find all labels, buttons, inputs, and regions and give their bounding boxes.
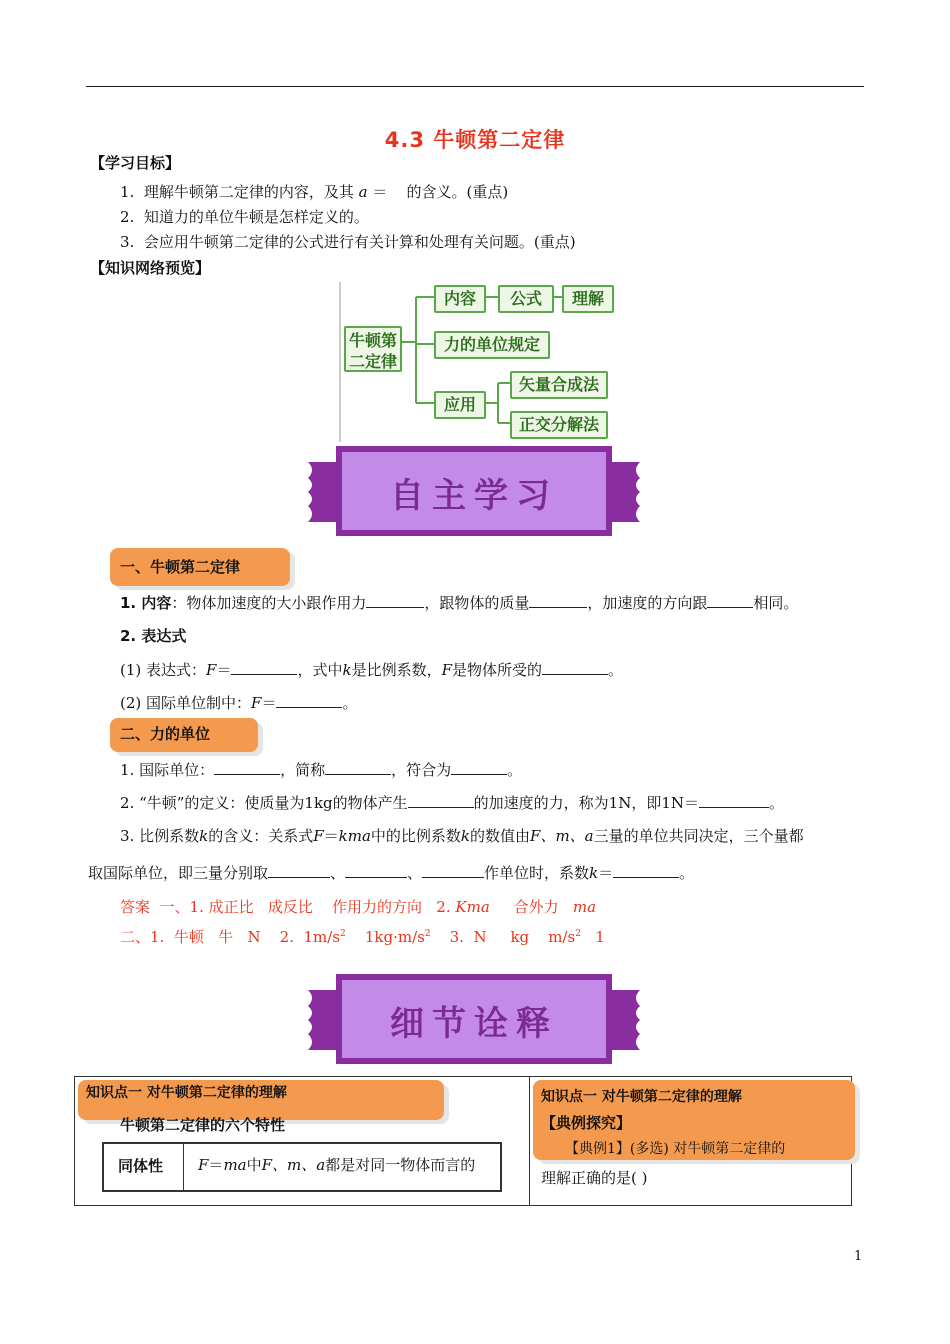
- section2-tag: 二、力的单位: [110, 718, 258, 752]
- answers-line-2: 二、1. 牛顿 牛 N 2. $1m/s^2$ $1kg\cdot m/s^2$ 3. N kg $m/s^2$ 1: [120, 928, 605, 946]
- left-col-subtitle: 牛顿第二定律的六个特性: [120, 1116, 286, 1134]
- header-rule: [86, 86, 864, 87]
- sec1-expression-line: (1) 表达式：F＝ ，式中k是比例系数，F是物体所受的 。: [120, 661, 624, 679]
- sec2-k-meaning-line2: 取国际单位，即三量分别取 、 、 作单位时，系数k＝ 。: [88, 864, 695, 882]
- goal-2: 2. 知道力的单位牛顿是怎样定义的。: [120, 208, 369, 226]
- property-label: 同体性: [104, 1144, 184, 1190]
- column-divider: [529, 1077, 530, 1205]
- sec2-k-meaning-line: 3. 比例系数k的含义：关系式F＝kma中的比例系数k的数值由F、m、a三量的单位共同决定，三个量都: [120, 827, 804, 845]
- mindmap-formula: 公式: [498, 285, 554, 313]
- answers-line-1: 答案 一、1. 成正比 成反比 作用力的方向 2. Kma 合外力 ma: [120, 898, 597, 916]
- right-col-example-cont: 理解正确的是( ): [541, 1169, 648, 1187]
- sec1-si-line: (2) 国际单位制中：F＝ 。: [120, 694, 358, 712]
- mindmap-understanding: 理解: [562, 285, 614, 313]
- sec2-newton-def-line: 2. “牛顿”的定义：使质量为1kg的物体产生 的加速度的力，称为1N，即1N＝ 。: [120, 794, 785, 812]
- mindmap-content: 内容: [434, 285, 486, 313]
- goal-3: 3. 会应用牛顿第二定律的公式进行有关计算和处理有关问题。(重点): [120, 233, 576, 251]
- section1-tag: 一、牛顿第二定律: [110, 548, 290, 586]
- goal-1: 1. 理解牛顿第二定律的内容，及其 a ＝ 的含义。(重点): [120, 183, 509, 201]
- property-desc: F＝ma中F、m、a都是对同一物体而言的: [198, 1156, 476, 1174]
- network-header: 【知识网络预览】: [90, 259, 211, 277]
- page-number: 1: [854, 1249, 863, 1264]
- goals-header: 【学习目标】: [90, 154, 181, 172]
- left-col-tag: 知识点一 对牛顿第二定律的理解: [78, 1080, 444, 1120]
- mindmap-application: 应用: [434, 391, 486, 419]
- mindmap: [338, 282, 618, 442]
- property-row: [102, 1142, 502, 1192]
- right-col-tag: 知识点一 对牛顿第二定律的理解 【典例探究】 【典例1】(多选) 对牛顿第二定律的: [533, 1080, 855, 1160]
- banner-self-study-text: 自主学习: [390, 475, 558, 516]
- mindmap-ortho: 正交分解法: [510, 411, 608, 439]
- sec2-unit-line: 1. 国际单位： ，简称 ，符合为 。: [120, 761, 523, 779]
- banner-detail-text: 细节诠释: [390, 1003, 558, 1044]
- sec1-content-line: 1. 内容：物体加速度的大小跟作用力 ，跟物体的质量 ，加速度的方向跟 相同。: [120, 594, 799, 612]
- banner-detail: [302, 972, 646, 1068]
- mindmap-root: 牛顿第 二定律: [344, 326, 402, 372]
- page-title: 4.3 牛顿第二定律: [384, 128, 566, 152]
- mindmap-unit: 力的单位规定: [434, 331, 550, 359]
- banner-self-study: [302, 444, 646, 540]
- sec1-expression-label: 2. 表达式: [120, 627, 187, 645]
- mindmap-vector: 矢量合成法: [510, 371, 608, 399]
